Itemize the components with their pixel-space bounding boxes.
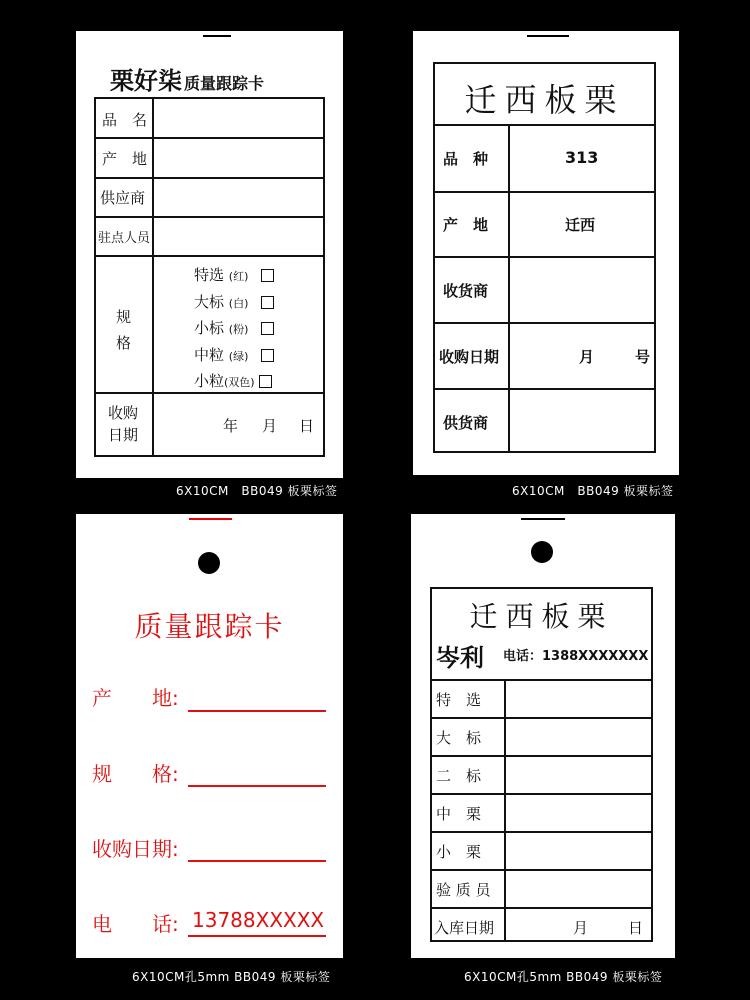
row-label-erbiao: 二 标 (436, 767, 482, 785)
hang-notch (203, 35, 231, 37)
row-label-teshan: 特 选 (436, 691, 482, 709)
field-line-phone[interactable] (188, 935, 326, 937)
tag-card-qianxi-1 (413, 31, 679, 475)
row-label-inspector: 验 质 员 (436, 881, 491, 899)
card-title: 迁西板栗 (464, 81, 625, 119)
date-month: 月 (573, 919, 589, 937)
row-label-supplier: 供货商 (443, 414, 489, 432)
info-table (433, 62, 656, 453)
brand-name: 岑利 (436, 644, 484, 672)
row-label-origin: 产 地 (443, 216, 489, 234)
date-label: 收购 日期 (108, 404, 139, 444)
date-day: 日 (628, 919, 644, 937)
option-zhongli: 中粒 (绿) (194, 343, 274, 370)
card-title: 迁西板栗 (469, 600, 614, 633)
row-label-zhongli: 中 栗 (436, 805, 482, 823)
date-day: 日 (299, 417, 315, 435)
row-label-xiaoli: 小 栗 (436, 843, 482, 861)
checkbox[interactable] (261, 296, 274, 309)
hang-notch (527, 35, 569, 37)
row-label-staff: 驻点人员 (98, 231, 151, 246)
hang-notch (189, 518, 232, 520)
option-dabiao: 大标 (白) (194, 290, 274, 317)
card-title (110, 61, 264, 96)
field-line-spec[interactable] (188, 785, 326, 787)
option-xiaoli: 小粒(双色) (194, 369, 274, 396)
checkbox[interactable] (259, 375, 272, 388)
caption-card2: 6X10CM BB049 板栗标签 (512, 484, 674, 498)
field-line-origin[interactable] (188, 710, 326, 712)
spec-options (194, 263, 274, 396)
info-table (94, 97, 325, 457)
spec-label: 规 格 (116, 308, 132, 352)
date-month: 月 (262, 417, 278, 435)
hang-notch (521, 518, 565, 520)
row-label-purchase-date: 收购日期 (439, 348, 500, 366)
tag-card-qianxi-2 (411, 514, 675, 958)
punch-hole (531, 541, 553, 563)
checkbox[interactable] (261, 322, 274, 335)
card-subtitle: 质量跟踪卡 (184, 74, 265, 93)
row-label-name: 品 名 (102, 111, 148, 129)
checkbox[interactable] (261, 349, 274, 362)
caption-card3: 6X10CM孔5mm BB049 板栗标签 (132, 970, 331, 984)
row-label-origin: 产 地 (102, 150, 148, 168)
row-label-dabiao: 大 标 (436, 729, 482, 747)
option-teshan: 特选 (红) (194, 263, 274, 290)
brand-name: 栗好柒 (110, 67, 182, 95)
date-day: 号 (635, 348, 651, 366)
caption-card1: 6X10CM BB049 板栗标签 (176, 484, 338, 498)
date-month: 月 (579, 348, 595, 366)
field-label-date: 收购日期: (92, 837, 179, 861)
row-label-receiver: 收货商 (443, 282, 489, 300)
card-title: 质量跟踪卡 (134, 610, 285, 643)
punch-hole (198, 552, 220, 574)
caption-card4: 6X10CM孔5mm BB049 板栗标签 (464, 970, 663, 984)
row-value-variety: 313 (565, 148, 599, 167)
date-year: 年 (223, 417, 239, 435)
option-xiaobiao: 小标 (粉) (194, 316, 274, 343)
checkbox[interactable] (261, 269, 274, 282)
info-table (430, 587, 653, 942)
field-value-phone: 13788XXXXX (192, 908, 325, 932)
field-label-origin: 产 地: (92, 686, 179, 710)
tag-card-quality-tracking (76, 31, 343, 478)
row-label-supplier: 供应商 (100, 189, 146, 207)
phone-number: 电话：1388XXXXXXX (503, 649, 649, 664)
field-line-date[interactable] (188, 860, 326, 862)
row-label-variety: 品 种 (443, 150, 489, 168)
row-label-storage-date: 入库日期 (434, 919, 495, 937)
field-label-phone: 电 话: (92, 912, 179, 936)
row-value-origin: 迁西 (565, 216, 596, 234)
field-label-spec: 规 格: (92, 762, 179, 786)
tag-card-red-tracking (76, 514, 343, 958)
